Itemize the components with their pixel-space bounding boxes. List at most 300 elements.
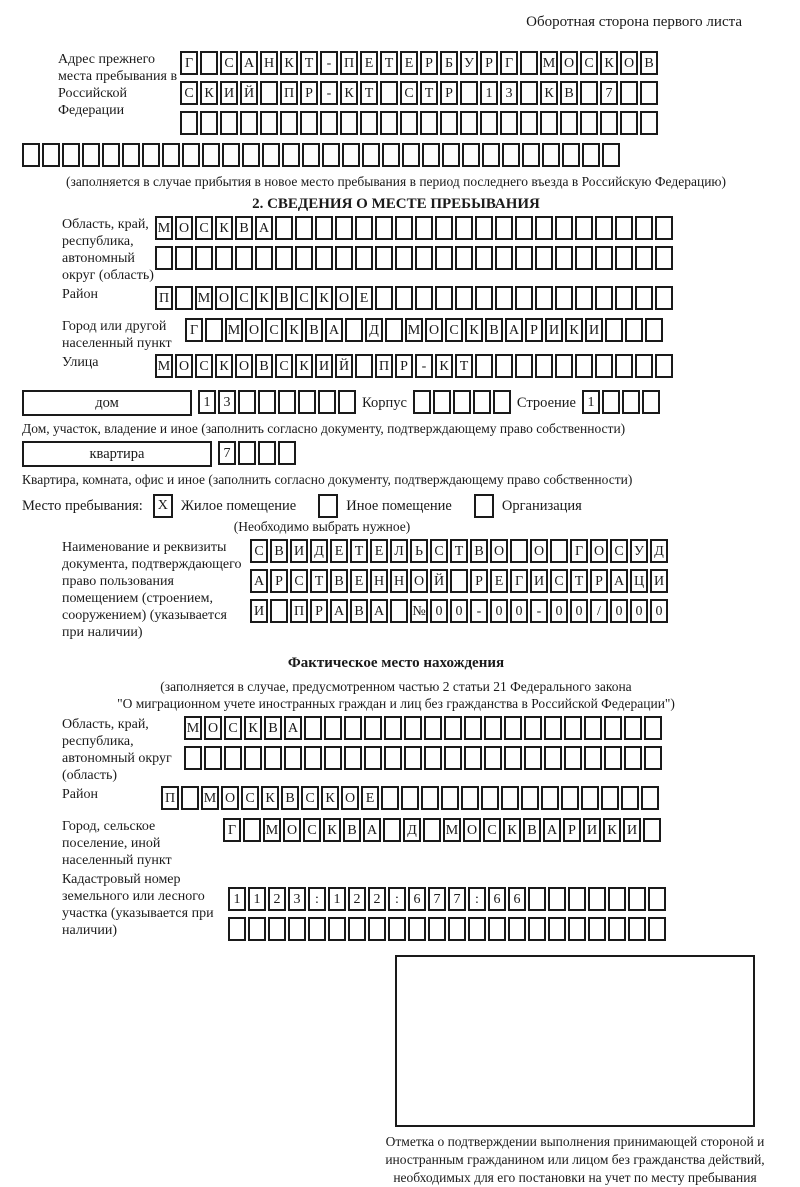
char-cell[interactable]	[555, 286, 573, 310]
char-cell[interactable]	[600, 111, 618, 135]
char-cell[interactable]	[320, 111, 338, 135]
char-cell[interactable]: С	[250, 539, 268, 563]
char-cell[interactable]: П	[290, 599, 308, 623]
char-cell[interactable]: И	[650, 569, 668, 593]
char-cell[interactable]	[535, 354, 553, 378]
char-cell[interactable]: Д	[365, 318, 383, 342]
char-cell[interactable]: Д	[403, 818, 421, 842]
char-cell[interactable]: С	[224, 716, 242, 740]
document-row-3[interactable]	[250, 599, 670, 627]
char-cell[interactable]	[400, 111, 418, 135]
char-cell[interactable]: О	[283, 818, 301, 842]
char-cell[interactable]	[205, 318, 223, 342]
char-cell[interactable]: И	[583, 818, 601, 842]
char-cell[interactable]: :	[308, 887, 326, 911]
char-cell[interactable]: В	[275, 286, 293, 310]
char-cell[interactable]: 1	[228, 887, 246, 911]
char-cell[interactable]	[524, 746, 542, 770]
char-cell[interactable]	[515, 286, 533, 310]
char-cell[interactable]	[515, 246, 533, 270]
char-cell[interactable]	[300, 111, 318, 135]
char-cell[interactable]	[364, 746, 382, 770]
char-cell[interactable]	[318, 390, 336, 414]
char-cell[interactable]: -	[470, 599, 488, 623]
char-cell[interactable]: В	[264, 716, 282, 740]
char-cell[interactable]: О	[175, 354, 193, 378]
char-cell[interactable]	[440, 111, 458, 135]
char-cell[interactable]: С	[180, 81, 198, 105]
char-cell[interactable]: Ь	[410, 539, 428, 563]
actual-region-row-1[interactable]	[184, 716, 664, 744]
char-cell[interactable]	[504, 746, 522, 770]
char-cell[interactable]	[344, 746, 362, 770]
char-cell[interactable]: Т	[300, 51, 318, 75]
char-cell[interactable]	[575, 286, 593, 310]
char-cell[interactable]	[535, 286, 553, 310]
char-cell[interactable]	[642, 390, 660, 414]
char-cell[interactable]	[515, 216, 533, 240]
char-cell[interactable]	[204, 746, 222, 770]
char-cell[interactable]	[542, 143, 560, 167]
char-cell[interactable]	[202, 143, 220, 167]
char-cell[interactable]	[475, 354, 493, 378]
char-cell[interactable]	[595, 354, 613, 378]
char-cell[interactable]: Р	[420, 51, 438, 75]
char-cell[interactable]: М	[201, 786, 219, 810]
char-cell[interactable]: К	[540, 81, 558, 105]
char-cell[interactable]	[243, 818, 261, 842]
char-cell[interactable]	[382, 143, 400, 167]
char-cell[interactable]: М	[184, 716, 202, 740]
char-cell[interactable]	[560, 111, 578, 135]
char-cell[interactable]: 2	[368, 887, 386, 911]
char-cell[interactable]	[348, 917, 366, 941]
char-cell[interactable]	[464, 716, 482, 740]
char-cell[interactable]: Е	[355, 286, 373, 310]
char-cell[interactable]	[295, 246, 313, 270]
char-cell[interactable]: 1	[198, 390, 216, 414]
char-cell[interactable]	[342, 143, 360, 167]
char-cell[interactable]: С	[235, 286, 253, 310]
char-cell[interactable]	[375, 246, 393, 270]
char-cell[interactable]	[345, 318, 363, 342]
char-cell[interactable]	[22, 143, 40, 167]
char-cell[interactable]: 2	[268, 887, 286, 911]
char-cell[interactable]: /	[590, 599, 608, 623]
char-cell[interactable]	[355, 354, 373, 378]
char-cell[interactable]: :	[468, 887, 486, 911]
char-cell[interactable]: Р	[310, 599, 328, 623]
char-cell[interactable]	[388, 917, 406, 941]
char-cell[interactable]	[384, 716, 402, 740]
char-cell[interactable]: Г	[180, 51, 198, 75]
char-cell[interactable]	[415, 286, 433, 310]
char-cell[interactable]	[401, 786, 419, 810]
char-cell[interactable]	[413, 390, 431, 414]
char-cell[interactable]	[555, 354, 573, 378]
char-cell[interactable]	[383, 818, 401, 842]
char-cell[interactable]: Н	[260, 51, 278, 75]
char-cell[interactable]: М	[155, 216, 173, 240]
char-cell[interactable]	[122, 143, 140, 167]
char-cell[interactable]	[258, 441, 276, 465]
char-cell[interactable]: Р	[440, 81, 458, 105]
char-cell[interactable]	[635, 286, 653, 310]
char-cell[interactable]: М	[443, 818, 461, 842]
char-cell[interactable]: В	[470, 539, 488, 563]
char-cell[interactable]: -	[320, 51, 338, 75]
char-cell[interactable]: Т	[310, 569, 328, 593]
char-cell[interactable]	[215, 246, 233, 270]
char-cell[interactable]: К	[315, 286, 333, 310]
char-cell[interactable]	[315, 246, 333, 270]
char-cell[interactable]	[180, 111, 198, 135]
stay-type-checkbox-org[interactable]	[474, 494, 494, 518]
char-cell[interactable]: Е	[370, 539, 388, 563]
char-cell[interactable]	[462, 143, 480, 167]
char-cell[interactable]	[628, 887, 646, 911]
char-cell[interactable]	[575, 246, 593, 270]
char-cell[interactable]: В	[330, 569, 348, 593]
char-cell[interactable]	[335, 246, 353, 270]
char-cell[interactable]: И	[220, 81, 238, 105]
char-cell[interactable]	[604, 746, 622, 770]
char-cell[interactable]	[588, 917, 606, 941]
char-cell[interactable]: Т	[380, 51, 398, 75]
char-cell[interactable]	[643, 818, 661, 842]
char-cell[interactable]: О	[620, 51, 638, 75]
char-cell[interactable]	[641, 786, 659, 810]
char-cell[interactable]	[381, 786, 399, 810]
apartment-cells[interactable]	[218, 441, 298, 469]
char-cell[interactable]	[645, 318, 663, 342]
char-cell[interactable]	[240, 111, 258, 135]
char-cell[interactable]: В	[485, 318, 503, 342]
char-cell[interactable]: И	[290, 539, 308, 563]
stay-type-checkbox-inoe[interactable]	[318, 494, 338, 518]
char-cell[interactable]	[355, 216, 373, 240]
char-cell[interactable]	[635, 354, 653, 378]
char-cell[interactable]	[284, 746, 302, 770]
prev-address-row-4[interactable]	[22, 143, 770, 171]
char-cell[interactable]	[423, 818, 441, 842]
char-cell[interactable]: А	[240, 51, 258, 75]
char-cell[interactable]	[562, 143, 580, 167]
stay-type-checkbox-zhiloe[interactable]: X	[153, 494, 173, 518]
char-cell[interactable]	[460, 111, 478, 135]
char-cell[interactable]	[421, 786, 439, 810]
char-cell[interactable]	[460, 81, 478, 105]
char-cell[interactable]: К	[435, 354, 453, 378]
char-cell[interactable]	[415, 216, 433, 240]
char-cell[interactable]: А	[250, 569, 268, 593]
char-cell[interactable]: 2	[348, 887, 366, 911]
prev-address-row-3[interactable]	[180, 111, 660, 139]
char-cell[interactable]: К	[200, 81, 218, 105]
char-cell[interactable]	[450, 569, 468, 593]
char-cell[interactable]: 6	[508, 887, 526, 911]
char-cell[interactable]	[304, 746, 322, 770]
actual-region-row-2[interactable]	[184, 746, 664, 774]
char-cell[interactable]	[275, 246, 293, 270]
char-cell[interactable]: В	[305, 318, 323, 342]
char-cell[interactable]	[640, 111, 658, 135]
char-cell[interactable]	[520, 81, 538, 105]
char-cell[interactable]: С	[483, 818, 501, 842]
char-cell[interactable]: Й	[335, 354, 353, 378]
char-cell[interactable]	[580, 81, 598, 105]
char-cell[interactable]	[280, 111, 298, 135]
region-row-2[interactable]	[155, 246, 675, 274]
char-cell[interactable]	[620, 111, 638, 135]
char-cell[interactable]	[385, 318, 403, 342]
char-cell[interactable]	[550, 539, 568, 563]
char-cell[interactable]: О	[560, 51, 578, 75]
char-cell[interactable]	[495, 216, 513, 240]
char-cell[interactable]	[175, 246, 193, 270]
char-cell[interactable]	[444, 746, 462, 770]
char-cell[interactable]: А	[325, 318, 343, 342]
char-cell[interactable]	[535, 246, 553, 270]
char-cell[interactable]	[648, 917, 666, 941]
char-cell[interactable]	[282, 143, 300, 167]
char-cell[interactable]: А	[363, 818, 381, 842]
char-cell[interactable]: Т	[455, 354, 473, 378]
char-cell[interactable]	[528, 917, 546, 941]
char-cell[interactable]	[564, 746, 582, 770]
char-cell[interactable]	[235, 246, 253, 270]
char-cell[interactable]	[604, 716, 622, 740]
char-cell[interactable]: О	[463, 818, 481, 842]
char-cell[interactable]	[455, 246, 473, 270]
char-cell[interactable]	[544, 716, 562, 740]
char-cell[interactable]	[544, 746, 562, 770]
char-cell[interactable]: 1	[582, 390, 600, 414]
char-cell[interactable]	[615, 354, 633, 378]
char-cell[interactable]: 3	[500, 81, 518, 105]
char-cell[interactable]: С	[550, 569, 568, 593]
char-cell[interactable]: С	[400, 81, 418, 105]
char-cell[interactable]: О	[410, 569, 428, 593]
char-cell[interactable]	[82, 143, 100, 167]
char-cell[interactable]	[404, 746, 422, 770]
char-cell[interactable]: К	[600, 51, 618, 75]
char-cell[interactable]	[655, 286, 673, 310]
document-row-1[interactable]	[250, 539, 670, 567]
char-cell[interactable]	[602, 143, 620, 167]
char-cell[interactable]	[181, 786, 199, 810]
char-cell[interactable]: С	[195, 216, 213, 240]
char-cell[interactable]	[408, 917, 426, 941]
city-row[interactable]	[185, 318, 665, 346]
char-cell[interactable]: С	[445, 318, 463, 342]
char-cell[interactable]: В	[343, 818, 361, 842]
char-cell[interactable]: Й	[430, 569, 448, 593]
char-cell[interactable]	[501, 786, 519, 810]
char-cell[interactable]: О	[245, 318, 263, 342]
char-cell[interactable]	[473, 390, 491, 414]
char-cell[interactable]: Ц	[630, 569, 648, 593]
char-cell[interactable]: Е	[360, 51, 378, 75]
char-cell[interactable]	[564, 716, 582, 740]
char-cell[interactable]: С	[241, 786, 259, 810]
char-cell[interactable]	[455, 216, 473, 240]
char-cell[interactable]: М	[263, 818, 281, 842]
char-cell[interactable]	[461, 786, 479, 810]
char-cell[interactable]	[468, 917, 486, 941]
char-cell[interactable]: С	[295, 286, 313, 310]
char-cell[interactable]: И	[545, 318, 563, 342]
char-cell[interactable]: С	[610, 539, 628, 563]
char-cell[interactable]	[484, 716, 502, 740]
char-cell[interactable]	[304, 716, 322, 740]
char-cell[interactable]: Р	[470, 569, 488, 593]
char-cell[interactable]: 0	[490, 599, 508, 623]
char-cell[interactable]	[508, 917, 526, 941]
char-cell[interactable]: К	[215, 354, 233, 378]
char-cell[interactable]	[362, 143, 380, 167]
char-cell[interactable]: 0	[430, 599, 448, 623]
char-cell[interactable]	[568, 887, 586, 911]
char-cell[interactable]	[625, 318, 643, 342]
char-cell[interactable]: №	[410, 599, 428, 623]
char-cell[interactable]: О	[204, 716, 222, 740]
char-cell[interactable]: В	[350, 599, 368, 623]
char-cell[interactable]	[540, 111, 558, 135]
char-cell[interactable]: О	[425, 318, 443, 342]
char-cell[interactable]	[328, 917, 346, 941]
char-cell[interactable]	[268, 917, 286, 941]
char-cell[interactable]: К	[215, 216, 233, 240]
char-cell[interactable]	[515, 354, 533, 378]
char-cell[interactable]: П	[280, 81, 298, 105]
char-cell[interactable]	[360, 111, 378, 135]
char-cell[interactable]	[475, 286, 493, 310]
char-cell[interactable]	[364, 716, 382, 740]
char-cell[interactable]: К	[503, 818, 521, 842]
char-cell[interactable]	[424, 746, 442, 770]
char-cell[interactable]	[582, 143, 600, 167]
char-cell[interactable]	[42, 143, 60, 167]
char-cell[interactable]: Е	[400, 51, 418, 75]
char-cell[interactable]: С	[580, 51, 598, 75]
char-cell[interactable]: 7	[600, 81, 618, 105]
char-cell[interactable]	[162, 143, 180, 167]
char-cell[interactable]: С	[220, 51, 238, 75]
char-cell[interactable]	[524, 716, 542, 740]
char-cell[interactable]: И	[623, 818, 641, 842]
char-cell[interactable]: А	[610, 569, 628, 593]
house-number-cells[interactable]	[198, 390, 358, 418]
char-cell[interactable]	[648, 887, 666, 911]
char-cell[interactable]: М	[540, 51, 558, 75]
char-cell[interactable]	[424, 716, 442, 740]
char-cell[interactable]	[584, 746, 602, 770]
char-cell[interactable]: В	[281, 786, 299, 810]
char-cell[interactable]	[575, 354, 593, 378]
char-cell[interactable]: П	[161, 786, 179, 810]
char-cell[interactable]	[308, 917, 326, 941]
char-cell[interactable]: 0	[610, 599, 628, 623]
char-cell[interactable]: И	[585, 318, 603, 342]
char-cell[interactable]: Д	[310, 539, 328, 563]
char-cell[interactable]: О	[341, 786, 359, 810]
char-cell[interactable]: И	[315, 354, 333, 378]
char-cell[interactable]	[464, 746, 482, 770]
char-cell[interactable]: В	[523, 818, 541, 842]
char-cell[interactable]: 0	[630, 599, 648, 623]
char-cell[interactable]	[628, 917, 646, 941]
char-cell[interactable]	[484, 746, 502, 770]
char-cell[interactable]: О	[215, 286, 233, 310]
char-cell[interactable]	[608, 917, 626, 941]
actual-district-row[interactable]	[161, 786, 661, 814]
stroenie-cells[interactable]	[582, 390, 662, 418]
char-cell[interactable]: П	[375, 354, 393, 378]
char-cell[interactable]	[258, 390, 276, 414]
char-cell[interactable]	[315, 216, 333, 240]
char-cell[interactable]	[624, 746, 642, 770]
char-cell[interactable]	[380, 111, 398, 135]
char-cell[interactable]: Т	[450, 539, 468, 563]
char-cell[interactable]: П	[155, 286, 173, 310]
char-cell[interactable]	[580, 111, 598, 135]
char-cell[interactable]	[541, 786, 559, 810]
char-cell[interactable]	[502, 143, 520, 167]
char-cell[interactable]: А	[543, 818, 561, 842]
char-cell[interactable]	[238, 390, 256, 414]
char-cell[interactable]	[295, 216, 313, 240]
char-cell[interactable]: 0	[450, 599, 468, 623]
char-cell[interactable]: Т	[420, 81, 438, 105]
char-cell[interactable]	[298, 390, 316, 414]
char-cell[interactable]: Р	[270, 569, 288, 593]
char-cell[interactable]	[395, 286, 413, 310]
char-cell[interactable]: Е	[361, 786, 379, 810]
char-cell[interactable]	[384, 746, 402, 770]
char-cell[interactable]	[322, 143, 340, 167]
char-cell[interactable]	[622, 390, 640, 414]
char-cell[interactable]	[375, 286, 393, 310]
char-cell[interactable]: М	[155, 354, 173, 378]
char-cell[interactable]	[522, 143, 540, 167]
char-cell[interactable]: С	[430, 539, 448, 563]
char-cell[interactable]	[528, 887, 546, 911]
char-cell[interactable]	[142, 143, 160, 167]
char-cell[interactable]	[200, 111, 218, 135]
char-cell[interactable]: 6	[408, 887, 426, 911]
char-cell[interactable]	[433, 390, 451, 414]
char-cell[interactable]: У	[460, 51, 478, 75]
region-row-1[interactable]	[155, 216, 675, 244]
char-cell[interactable]: -	[415, 354, 433, 378]
char-cell[interactable]: О	[530, 539, 548, 563]
char-cell[interactable]	[228, 917, 246, 941]
char-cell[interactable]	[535, 216, 553, 240]
char-cell[interactable]	[455, 286, 473, 310]
char-cell[interactable]	[62, 143, 80, 167]
cadastral-row-2[interactable]	[228, 917, 668, 945]
char-cell[interactable]: И	[530, 569, 548, 593]
char-cell[interactable]	[275, 216, 293, 240]
char-cell[interactable]	[510, 539, 528, 563]
char-cell[interactable]	[480, 111, 498, 135]
char-cell[interactable]	[493, 390, 511, 414]
char-cell[interactable]: 7	[428, 887, 446, 911]
char-cell[interactable]	[448, 917, 466, 941]
char-cell[interactable]: Н	[370, 569, 388, 593]
char-cell[interactable]	[588, 887, 606, 911]
